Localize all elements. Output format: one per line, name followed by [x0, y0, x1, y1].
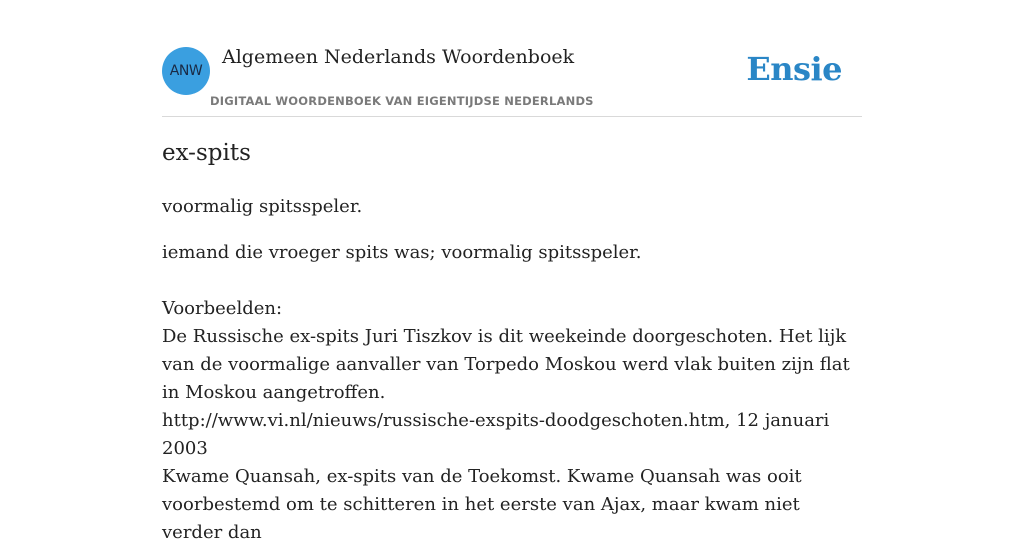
ensie-brand-logo[interactable]: Ensie — [746, 50, 842, 88]
example-text: De Russische ex-spits Juri Tiszkov is dit weekeinde doorgeschoten. Het lijk van de voormalige aanvaller van Torpedo Moskou werd vlak buiten zijn flat in Moskou aangetroffen. — [162, 326, 850, 403]
anw-logo[interactable] — [162, 47, 210, 95]
dictionary-subtitle: DIGITAAL WOORDENBOEK VAN EIGENTIJDSE NEDERLANDS — [210, 94, 594, 108]
example-text: Kwame Quansah, ex-spits van de Toekomst. Kwame Quansah was ooit voorbestemd om te schitteren in het eerste van Ajax, maar kwam niet verder dan — [162, 466, 802, 543]
headword: ex-spits — [162, 140, 251, 166]
logo-text: ANW — [169, 63, 203, 79]
examples-label: Voorbeelden: — [162, 298, 283, 319]
short-definition: voormalig spitsspeler. — [162, 196, 363, 217]
dictionary-title[interactable]: Algemeen Nederlands Woordenboek — [222, 46, 575, 68]
example-source: http://www.vi.nl/nieuws/russische-exspits-doodgeschoten.htm, 12 januari 2003 — [162, 410, 830, 459]
long-definition: iemand die vroeger spits was; voormalig spitsspeler. — [162, 242, 642, 263]
page — [162, 0, 862, 543]
header — [162, 0, 862, 117]
